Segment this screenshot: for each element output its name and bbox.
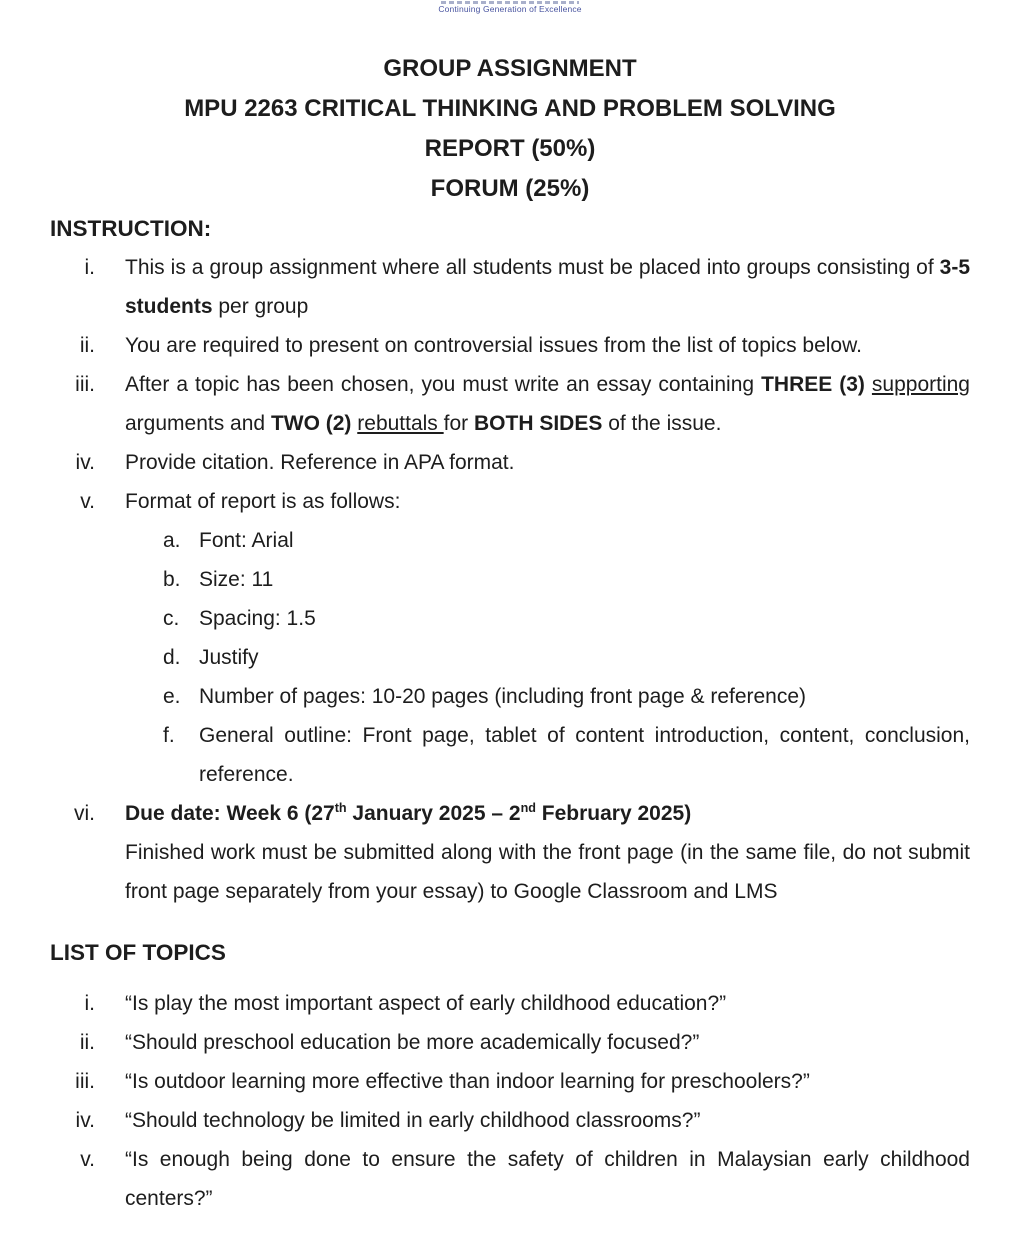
item-body	[125, 794, 970, 911]
item-body	[125, 443, 970, 482]
text-segment: BOTH SIDES	[474, 412, 603, 435]
logo-tagline: Continuing Generation of Excellence	[438, 4, 582, 14]
sub-list	[163, 521, 970, 794]
item-text	[125, 833, 970, 911]
item-number: iv.	[75, 451, 95, 474]
item-body	[125, 482, 970, 794]
text-segment: Font: Arial	[199, 529, 294, 552]
text-segment: After a topic has been chosen, you must write an essay containing	[125, 373, 762, 396]
forum-weight-title: FORUM (25%)	[430, 175, 590, 202]
title-block	[50, 49, 970, 209]
text-segment: per group	[212, 295, 309, 318]
list-item	[50, 482, 970, 794]
text-segment: THREE (3)	[761, 373, 865, 396]
item-text	[125, 1101, 970, 1140]
item-number: iv.	[75, 1109, 95, 1132]
course-title: MPU 2263 CRITICAL THINKING AND PROBLEM SOLVING	[184, 95, 836, 122]
item-text	[199, 560, 970, 599]
text-segment: Justify	[199, 646, 259, 669]
text-segment: nd	[520, 801, 536, 815]
item-number: e.	[163, 685, 181, 708]
item-body	[199, 716, 970, 794]
item-text	[125, 365, 970, 443]
item-body	[125, 365, 970, 443]
item-body	[199, 638, 970, 677]
item-number: c.	[163, 607, 180, 630]
item-text	[125, 1140, 970, 1218]
sub-list-item	[163, 560, 970, 599]
item-number: v.	[80, 490, 95, 513]
list-item	[50, 248, 970, 326]
list-item	[50, 984, 970, 1023]
item-body	[199, 521, 970, 560]
item-text	[199, 677, 970, 716]
text-segment: General outline: Front page, tablet of content introduction, content, conclusion, reference.	[199, 724, 970, 786]
item-body	[125, 984, 970, 1023]
text-segment: Number of pages: 10-20 pages (including front page & reference)	[199, 685, 807, 708]
sub-list-item	[163, 521, 970, 560]
letterhead	[50, 0, 970, 18]
item-text	[199, 599, 970, 638]
item-text	[199, 521, 970, 560]
text-segment: “Is enough being done to ensure the safety of children in Malaysian early childhood centers?”	[125, 1148, 970, 1210]
item-number: b.	[163, 568, 181, 591]
text-segment: You are required to present on controversial issues from the list of topics below.	[125, 334, 862, 357]
item-number: vi.	[74, 802, 95, 825]
text-segment: th	[334, 801, 347, 815]
list-item	[50, 794, 970, 911]
item-body	[125, 1062, 970, 1101]
text-segment: of the issue.	[602, 412, 722, 435]
item-body	[125, 1023, 970, 1062]
item-text	[125, 984, 970, 1023]
text-segment: February 2025)	[535, 802, 692, 825]
item-number: d.	[163, 646, 181, 669]
item-text	[199, 716, 970, 794]
instruction-heading: INSTRUCTION:	[50, 216, 212, 241]
text-segment	[865, 373, 872, 396]
text-segment: This is a group assignment where all students must be placed into groups consisting of	[125, 256, 940, 279]
text-segment: Spacing: 1.5	[199, 607, 316, 630]
item-body	[125, 248, 970, 326]
text-segment: Provide citation. Reference in APA format.	[125, 451, 515, 474]
text-segment: “Is outdoor learning more effective than indoor learning for preschoolers?”	[125, 1070, 810, 1093]
item-body	[199, 599, 970, 638]
item-number: f.	[163, 724, 175, 747]
text-segment: 3-5 students	[125, 256, 970, 318]
item-body	[125, 1101, 970, 1140]
item-body	[199, 677, 970, 716]
text-segment: Due date: Week 6 (27	[125, 802, 335, 825]
item-number: a.	[163, 529, 181, 552]
item-number: i.	[84, 992, 95, 1015]
item-text	[125, 794, 970, 833]
list-item	[50, 1062, 970, 1101]
sub-list-item	[163, 638, 970, 677]
instruction-list	[50, 248, 970, 911]
text-segment: January 2025 – 2	[346, 802, 521, 825]
text-segment: Size: 11	[199, 568, 274, 591]
text-segment: arguments and	[125, 412, 271, 435]
item-body	[125, 326, 970, 365]
cropped-logo-text	[441, 1, 579, 4]
list-item	[50, 1140, 970, 1218]
item-number: ii.	[79, 334, 95, 357]
text-segment: “Is play the most important aspect of early childhood education?”	[125, 992, 727, 1015]
item-number: iii.	[75, 1070, 95, 1093]
sub-list-item	[163, 677, 970, 716]
text-segment: Format of report is as follows:	[125, 490, 401, 513]
text-segment: TWO (2)	[270, 412, 352, 435]
topics-list	[50, 984, 970, 1218]
item-number: ii.	[79, 1031, 95, 1054]
item-number: i.	[84, 256, 95, 279]
assignment-title: GROUP ASSIGNMENT	[383, 55, 637, 82]
item-body	[199, 560, 970, 599]
list-item	[50, 443, 970, 482]
text-segment: for	[443, 412, 474, 435]
item-text	[125, 443, 970, 482]
item-number: iii.	[75, 373, 95, 396]
list-item	[50, 1101, 970, 1140]
list-item	[50, 326, 970, 365]
item-text	[125, 1023, 970, 1062]
item-text	[125, 326, 970, 365]
sub-list-item	[163, 716, 970, 794]
sub-list-item	[163, 599, 970, 638]
text-segment: “Should preschool education be more academically focused?”	[125, 1031, 700, 1054]
topics-heading: LIST OF TOPICS	[50, 940, 226, 965]
list-item	[50, 1023, 970, 1062]
report-weight-title: REPORT (50%)	[424, 135, 596, 162]
text-segment: Finished work must be submitted along with the front page (in the same file, do not submit front page separately from your essay) to Google Classroom and LMS	[125, 841, 970, 903]
list-item	[50, 365, 970, 443]
item-text	[199, 638, 970, 677]
text-segment: rebuttals	[357, 412, 444, 435]
text-segment: supporting	[871, 373, 970, 396]
item-text	[125, 248, 970, 326]
item-body	[125, 1140, 970, 1218]
text-segment: “Should technology be limited in early childhood classrooms?”	[125, 1109, 701, 1132]
item-text	[125, 1062, 970, 1101]
item-number: v.	[80, 1148, 95, 1171]
item-text	[125, 482, 970, 521]
